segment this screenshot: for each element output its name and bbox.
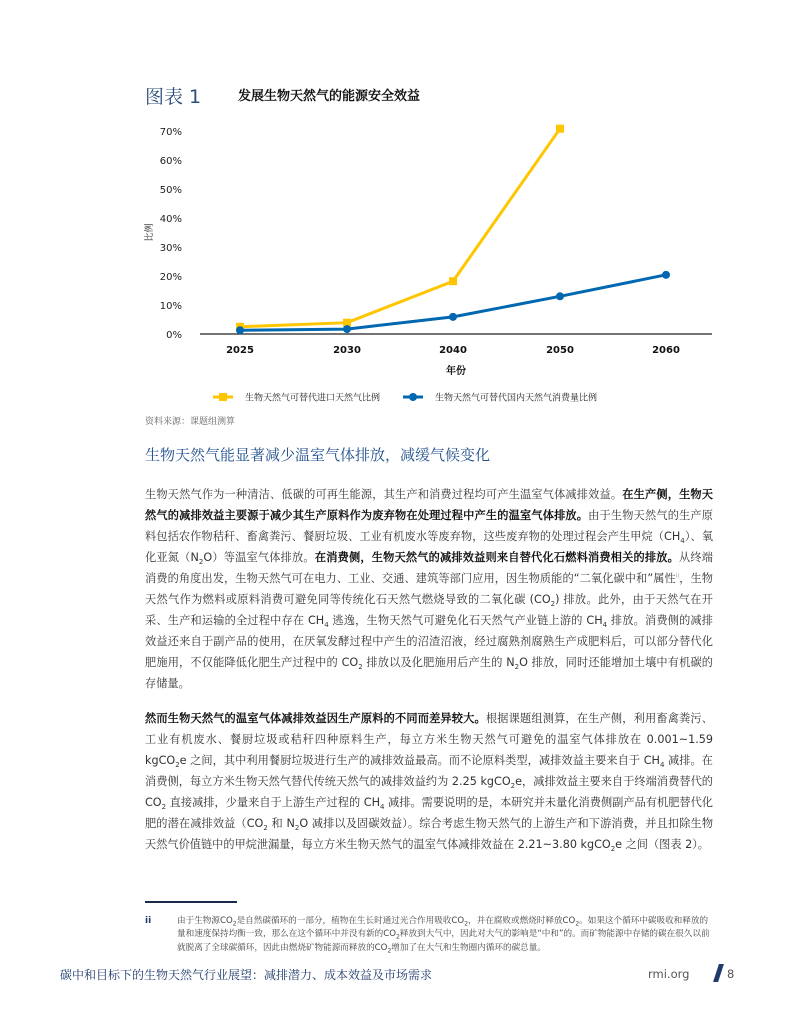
text-run: 2: [550, 600, 556, 609]
text-run: ，生物天然气作为燃料或原料消费可避免同等传统化石天然气燃烧导致的二氧化碳 (CO: [145, 572, 713, 606]
text-run: 4: [602, 621, 608, 630]
text-run: 2: [161, 803, 167, 812]
line-chart: [130, 115, 730, 415]
text-run: O 排放，同时还能增加土壤中有机碳的存储量。: [145, 656, 713, 690]
text-run: 减排。在消费侧，每立方米生物天然气替代传统天然气的减排效益约为 2.25 kgCO: [145, 754, 713, 788]
text-run: 2: [510, 782, 516, 791]
x-tick-label: 2040: [439, 345, 467, 356]
paragraph-2: [145, 708, 713, 855]
text-run: 从终端消费的角度出发，生物天然气可在电力、工业、交通、建筑等部门应用，因生物质能的“二氧化碳中和”属性: [145, 551, 713, 585]
text-run: 逃逸，生物天然气可避免化石天然气产业链上游的 CH: [328, 614, 603, 627]
y-tick-label: 50%: [159, 185, 182, 196]
footer-slash-logo: [713, 964, 724, 982]
text-run: 2: [294, 824, 300, 833]
y-tick-label: 70%: [159, 127, 182, 138]
data-point-square: [556, 125, 564, 133]
text-run: 2: [387, 947, 392, 955]
text-run: 4: [324, 621, 329, 630]
text-run: 2: [198, 558, 204, 567]
data-point-circle: [343, 325, 351, 333]
y-tick-label: 10%: [159, 301, 182, 312]
data-point-square: [449, 277, 457, 285]
bold-text: 然而生物天然气的温室气体减排效益因生产原料的不同而差异较大。: [145, 712, 486, 725]
figure-label: 图表 1: [145, 86, 202, 108]
legend-label: 生物天然气可替代国内天然气消费量比例: [435, 393, 598, 404]
y-tick-label: 0%: [166, 330, 182, 341]
legend-label: 生物天然气可替代进口天然气比例: [245, 393, 381, 404]
text-run: 释放到大气中，因此对大气的影响是“中和”的。而矿物能源中存储的碳在很久以前就脱离了全球碳循环，因此由燃烧矿物能源而释放的CO: [177, 929, 710, 953]
y-axis-title: 比例: [145, 223, 155, 242]
data-point-circle: [236, 326, 244, 334]
bold-text: 在生产侧，生物天然气的减排效益主要源于减少其生产原料作为废弃物在处理过程中产生的温室气体排放。: [145, 488, 713, 522]
y-tick-label: 20%: [159, 272, 182, 283]
text-run: e 之间（图表 2）。: [615, 838, 709, 851]
x-tick-label: 2030: [333, 345, 361, 356]
text-run: 2: [396, 933, 400, 941]
body-text-column: [145, 445, 713, 955]
text-run: 2: [610, 845, 616, 854]
text-run: 4: [379, 803, 385, 812]
legend-marker-square: [219, 393, 227, 401]
footer-site-link[interactable]: rmi.org: [648, 967, 690, 981]
text-run: O 减排以及固碳效益）。综合考虑生物天然气的上游生产和下游消费，并且扣除生物天然气价值链中的甲烷泄漏量，每立方米生物天然气的温室气体减排效益在 2.21~3.80 kgCO: [145, 817, 714, 851]
footnote-text: [177, 915, 713, 956]
data-point-circle: [556, 292, 564, 300]
text-run: 排放。消费侧的减排效益还来自于副产品的使用，在厌氧发酵过程中产生的沼渣沼液，经过腐熟剂腐熟生产成肥料后，可以部分替代化肥施用，不仅能降低化肥生产过程中的 CO: [145, 614, 713, 669]
x-axis-title: 年份: [446, 366, 466, 377]
text-run: 直接减排，少量来自于上游生产过程的 CH: [166, 796, 380, 809]
section-heading: 生物天然气能显著减少温室气体排放，减缓气候变化: [145, 446, 491, 464]
y-tick-label: 60%: [159, 156, 182, 167]
text-run: 和 N: [267, 817, 295, 830]
text-run: 是自然碳循环的一部分，植物在生长时通过光合作用吸收CO: [236, 915, 465, 926]
y-tick-label: 40%: [159, 214, 182, 225]
text-run: 2: [464, 920, 469, 928]
text-run: 4: [659, 761, 665, 770]
legend-marker-circle: [409, 393, 417, 401]
figure-source: 资料来源：课题组测算: [145, 417, 236, 427]
text-run: 生物天然气作为一种清洁、低碳的可再生能源，其生产和消费过程均可产生温室气体减排效益。: [145, 488, 623, 501]
bold-text: 在消费侧，生物天然气的减排效益则来自替代化石燃料消费相关的排放。: [314, 551, 680, 564]
x-tick-label: 2060: [652, 345, 680, 356]
text-run: 增加了在大气和生物圈内循环的碳总量。: [391, 942, 546, 953]
text-run: 4: [680, 537, 685, 546]
y-tick-label: 30%: [159, 243, 182, 254]
text-run: 由于生物天然气的生产原料包括农作物秸秆、畜禽粪污、餐厨垃圾、工业有机废水等废弃物，这些废弃物的处理过程会产生甲烷（CH: [145, 509, 713, 543]
text-run: 2: [358, 663, 363, 672]
page-number: 8: [727, 967, 735, 981]
text-run: 。如果这个循环中碳吸收和释放的量和速度保持均衡一致，那么在这个循环中并没有新的CO: [177, 915, 709, 939]
text-run: 2: [175, 761, 180, 770]
text-run: e 之间，其中利用餐厨垃圾进行生产的减排效益最高。而不论原料类型，减排效益主要来自于 CH: [179, 754, 660, 767]
paragraph-1: [145, 484, 713, 694]
text-run: 2: [232, 920, 237, 928]
text-run: ii: [675, 572, 680, 580]
text-run: 2: [514, 663, 520, 672]
text-run: 根据课题组测算，在生产侧，利用畜禽粪污、工业有机废水、餐厨垃圾或秸秆四种原料生产，每立方米生物天然气可避免的温室气体排放在 0.001~1.59 kgCO: [145, 712, 713, 767]
figure-title: 发展生物天然气的能源安全效益: [238, 89, 421, 104]
data-point-circle: [662, 271, 670, 279]
series-line-0: [240, 129, 560, 327]
footnote-row: [145, 915, 713, 956]
text-run: O）等温室气体排放。: [203, 551, 315, 564]
footnote-divider: [145, 901, 237, 903]
text-run: 2: [575, 920, 580, 928]
text-run: 排放以及化肥施用后产生的 N: [362, 656, 515, 669]
text-run: e，减排效益主要来自于终端消费替代的 CO: [145, 775, 713, 809]
text-run: ）、氧化亚氮（N: [145, 530, 714, 564]
footer-report-title: 碳中和目标下的生物天然气行业展望：减排潜力、成本效益及市场需求: [60, 968, 433, 982]
footnote-marker: ii: [145, 915, 152, 926]
text-run: ) 排放。此外，由于天然气在开采、生产和运输的全过程中存在 CH: [145, 593, 713, 627]
text-run: 由于生物源CO: [177, 915, 233, 926]
footnote-block: [145, 889, 713, 956]
x-tick-label: 2025: [226, 345, 254, 356]
text-run: ，并在腐败或燃烧时释放CO: [468, 915, 576, 926]
text-run: 减排。需要说明的是，本研究并未量化消费侧副产品有机肥替代化肥的潜在减排效益（CO: [145, 796, 713, 830]
x-tick-label: 2050: [546, 345, 574, 356]
data-point-circle: [449, 313, 457, 321]
text-run: 2: [263, 824, 268, 833]
